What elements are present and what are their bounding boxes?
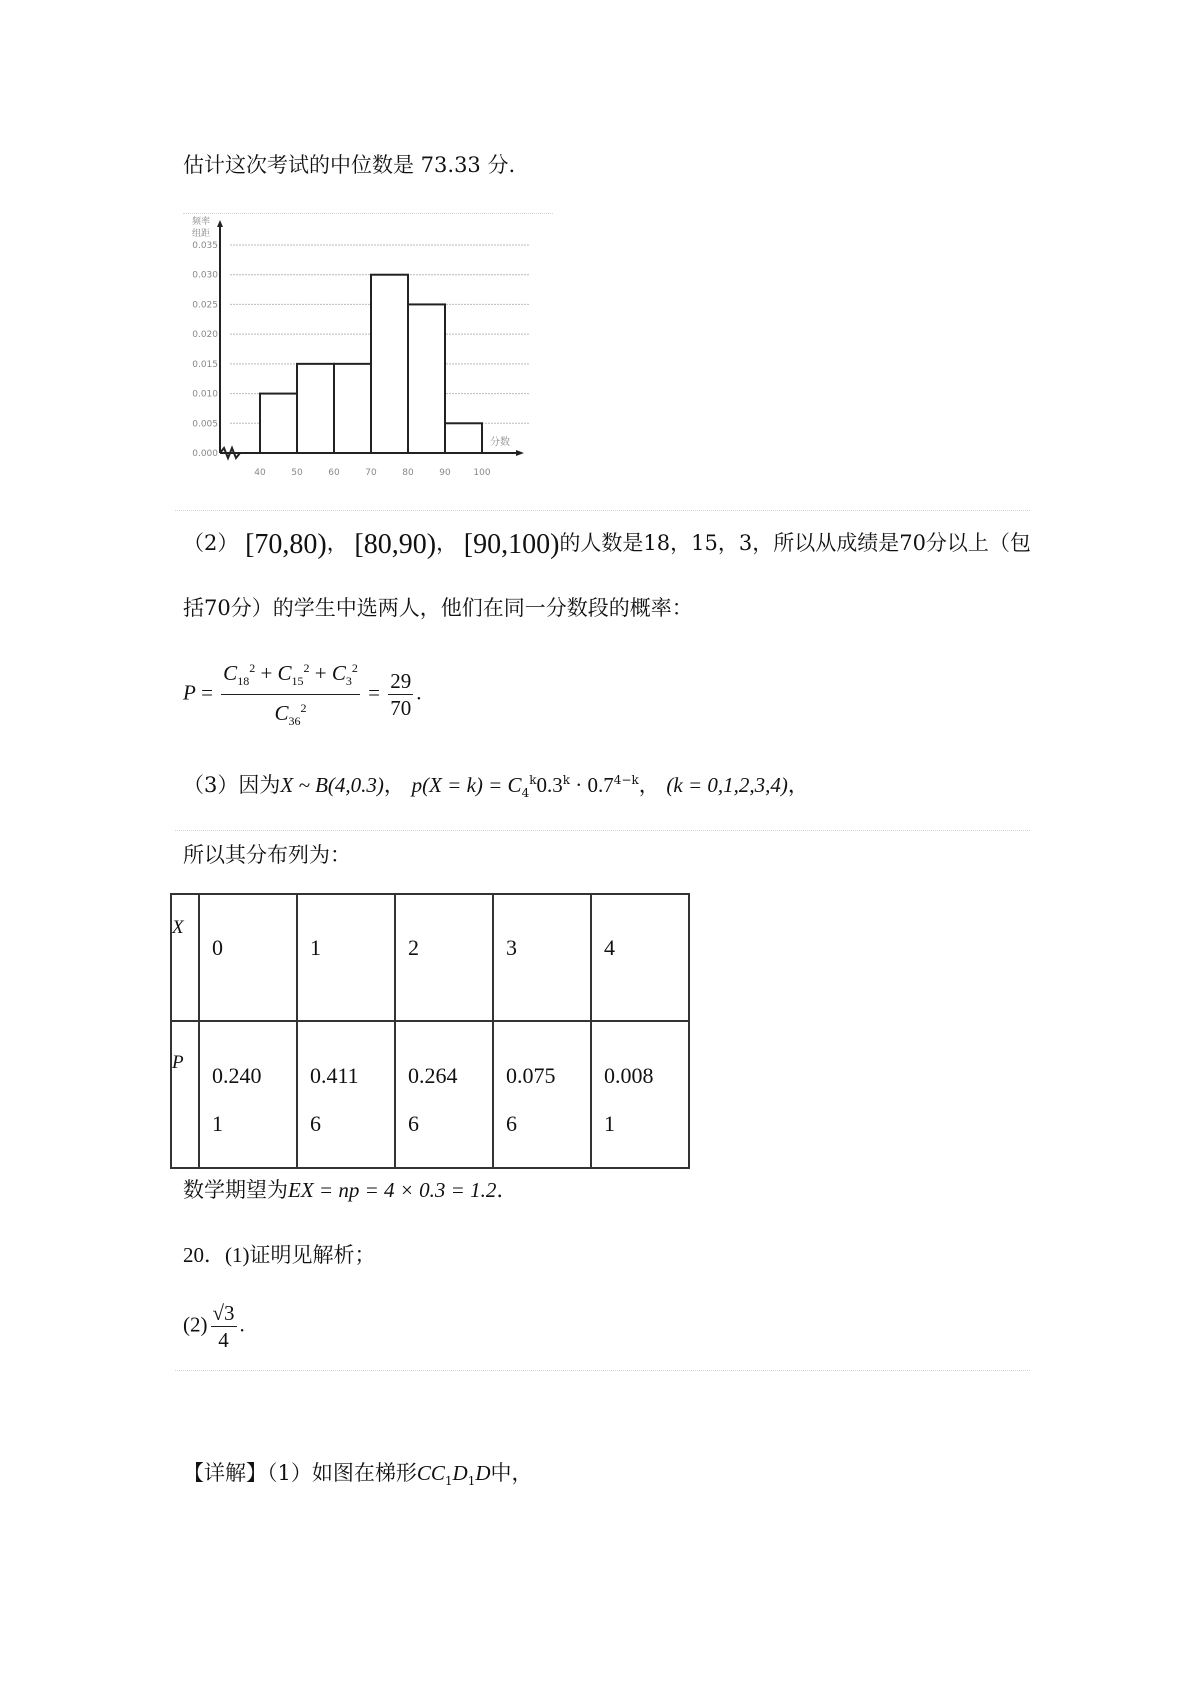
x-tick-label: 60 <box>328 468 340 478</box>
divider <box>183 213 553 214</box>
part2-text: 的人数是18，15，3，所以从成绩是70分以上（包 <box>559 531 1031 555</box>
q20-line2: (2) $\frac{√3}{4}$ . <box>183 1301 245 1352</box>
part2-line2: 括70分）的学生中选两人，他们在同一分数段的概率： <box>183 596 693 620</box>
sqrt3-over-4: $\frac{√3}{4}$ <box>212 1301 235 1352</box>
probability-formula: P = $\frac{C_{18}^2 + C_{15}^2 + C_3^2}{C_{36}^2}$ = $\frac{29}{70}$ . <box>183 655 422 734</box>
table-cell: 0.075 6 <box>493 1021 591 1168</box>
table-row-x <box>171 894 689 1021</box>
formula-denominator: $C_{36}^2$ <box>274 701 307 729</box>
y-axis-arrow <box>217 220 223 227</box>
y-tick-label: 0.025 <box>192 300 218 311</box>
table-cell: 2 <box>395 894 493 1021</box>
y-tick-label: 0.020 <box>192 330 218 341</box>
sep: ， <box>326 531 348 555</box>
x-tick-label: 90 <box>439 468 451 478</box>
table-cell: 0.264 6 <box>395 1021 493 1168</box>
expectation-formula: EX = np = 4 × 0.3 = 1.2 <box>288 1178 497 1202</box>
interval-70-80: [70,80) <box>245 529 327 560</box>
detail-line: 【详解】（1）如图在梯形$CC_1D_1D$中， <box>183 1461 533 1489</box>
binomial-dist: X ~ B(4,0.3) <box>280 773 384 797</box>
divider <box>175 1370 1030 1371</box>
interval-90-100: [90,100) <box>463 529 560 560</box>
x-tick-label: 50 <box>291 468 303 478</box>
y-tick-label: 0.030 <box>192 270 218 281</box>
table-cell: 0.411 6 <box>297 1021 395 1168</box>
table-intro: 所以其分布列为： <box>183 843 351 867</box>
histogram-bar <box>445 423 482 453</box>
pmf: p(X = k) = C <box>411 773 522 797</box>
x-axis-label: 分数 <box>490 437 510 448</box>
y-tick-label: 0.000 <box>192 449 218 459</box>
detail-prefix: 【详解】（1）如图在梯形 <box>183 1461 417 1485</box>
row-header-p: P <box>171 1021 199 1168</box>
distribution-table <box>170 893 690 1169</box>
y-tick-label: 0.010 <box>192 389 218 400</box>
result-denominator: 70 <box>390 696 412 721</box>
x-tick-label: 70 <box>365 468 377 478</box>
table-cell: 0.240 1 <box>199 1021 297 1168</box>
x-tick-label: 100 <box>473 468 491 478</box>
formula-lhs: P <box>183 680 196 705</box>
histogram-bar <box>334 364 371 453</box>
histogram-bar <box>408 304 445 453</box>
row-header-x: X <box>171 894 199 1021</box>
interval-80-90: [80,90) <box>354 529 437 560</box>
divider <box>175 830 1030 831</box>
histogram-bar <box>297 364 334 453</box>
y-axis-label: 频率 <box>192 217 211 227</box>
table-cell: 4 <box>591 894 689 1021</box>
q20-part2-label: (2) <box>183 1312 208 1337</box>
y-tick-label: 0.035 <box>192 241 218 251</box>
expectation-prefix: 数学期望为 <box>183 1178 288 1202</box>
y-tick-label: 0.015 <box>192 359 218 370</box>
histogram-bar <box>260 394 297 453</box>
x-axis-arrow <box>516 450 524 456</box>
divider <box>175 510 1030 511</box>
y-axis-label: 组距 <box>192 229 211 239</box>
y-tick-label: 0.005 <box>192 419 218 430</box>
formula-numerator: $C_{18}^2 + C_{15}^2 + C_3^2$ <box>221 655 360 695</box>
k-range: (k = 0,1,2,3,4) <box>666 773 788 797</box>
formula-fraction <box>221 655 360 734</box>
formula-result <box>388 668 413 721</box>
median-sentence: 估计这次考试的中位数是 73.33 分. <box>183 153 516 177</box>
part3-line: （3）因为X ~ B(4,0.3)， $p(X = k) = C_4^k0.3^k \cdot 0.7^{4-k}$， (k = 0,1,2,3,4)， <box>183 773 809 801</box>
table-cell: 0.008 1 <box>591 1021 689 1168</box>
table-row-p <box>171 1021 689 1168</box>
part2-label: （2） <box>183 531 239 555</box>
histogram-bar <box>371 275 408 453</box>
part2-line1 <box>183 528 1031 560</box>
table-cell: 3 <box>493 894 591 1021</box>
x-tick-label: 80 <box>402 468 414 478</box>
sep: ， <box>436 531 458 555</box>
result-numerator: 29 <box>390 669 412 694</box>
frequency-histogram <box>190 215 560 485</box>
part3-label: （3）因为 <box>183 773 281 797</box>
expectation-line: 数学期望为EX = np = 4 × 0.3 = 1.2. <box>183 1178 504 1202</box>
table-cell: 0 <box>199 894 297 1021</box>
q20-line1: 20．(1)证明见解析； <box>183 1243 376 1267</box>
x-tick-label: 40 <box>254 468 266 478</box>
table-cell: 1 <box>297 894 395 1021</box>
